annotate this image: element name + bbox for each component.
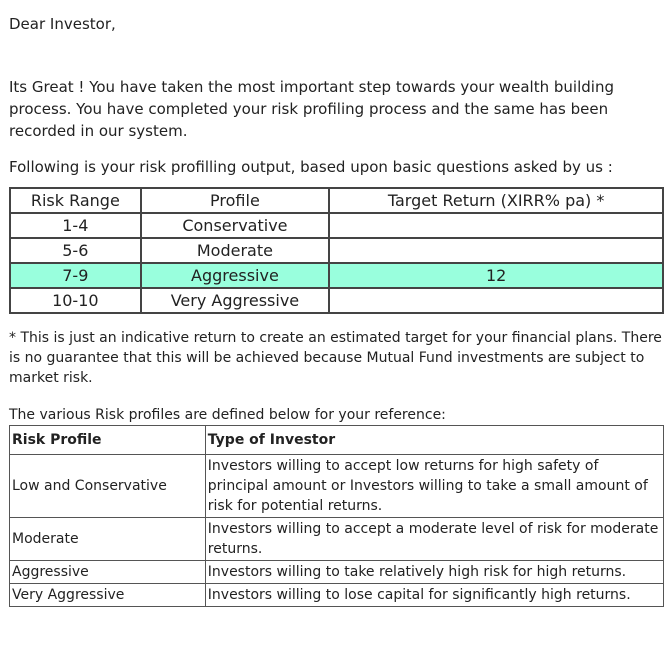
profile-cell: Conservative xyxy=(141,213,330,238)
definitions-row xyxy=(10,584,664,607)
target-cell: 12 xyxy=(329,263,663,288)
header-target-return: Target Return (XIRR% pa) * xyxy=(329,188,663,213)
header-type-of-investor: Type of Investor xyxy=(205,426,663,455)
disclaimer-note: * This is just an indicative return to create an estimated target for your financial plans. There is no guarantee that this will be achieved because Mutual Fund investments are subject to market risk. xyxy=(9,330,662,386)
risk-table-row xyxy=(10,288,663,313)
risk-range-cell: 5-6 xyxy=(10,238,141,263)
target-cell xyxy=(329,213,663,238)
target-cell xyxy=(329,288,663,313)
risk-table-header-row xyxy=(10,188,663,213)
risk-range-cell: 10-10 xyxy=(10,288,141,313)
risk-range-cell: 1-4 xyxy=(10,213,141,238)
letter-body xyxy=(9,14,665,607)
definition-profile-cell: Aggressive xyxy=(10,561,206,584)
definitions-row xyxy=(10,561,664,584)
definition-profile-cell: Moderate xyxy=(10,518,206,561)
profile-cell: Moderate xyxy=(141,238,330,263)
risk-profile-table xyxy=(9,187,664,314)
definition-type-cell: Investors willing to take relatively high risk for high returns. xyxy=(205,561,663,584)
target-cell xyxy=(329,238,663,263)
risk-table-row-highlighted xyxy=(10,263,663,288)
definition-type-cell: Investors willing to lose capital for significantly high returns. xyxy=(205,584,663,607)
following-paragraph: Following is your risk profilling output, based upon basic questions asked by us : xyxy=(9,158,613,176)
profile-cell: Very Aggressive xyxy=(141,288,330,313)
definitions-row xyxy=(10,518,664,561)
intro-paragraph: Its Great ! You have taken the most important step towards your wealth building process. You have completed your risk profiling process and the same has been recorded in our system. xyxy=(9,78,614,140)
definitions-row xyxy=(10,455,664,518)
risk-table-row xyxy=(10,238,663,263)
header-profile: Profile xyxy=(141,188,330,213)
definition-type-cell: Investors willing to accept low returns for high safety of principal amount or Investors willing to take a small amount of risk for potential returns. xyxy=(205,455,663,518)
risk-definitions-table xyxy=(9,425,664,607)
greeting: Dear Investor, xyxy=(9,15,116,33)
definition-profile-cell: Very Aggressive xyxy=(10,584,206,607)
risk-range-cell: 7-9 xyxy=(10,263,141,288)
definition-profile-cell: Low and Conservative xyxy=(10,455,206,518)
definitions-header-row xyxy=(10,426,664,455)
risk-table-row xyxy=(10,213,663,238)
definition-type-cell: Investors willing to accept a moderate level of risk for moderate returns. xyxy=(205,518,663,561)
header-risk-range: Risk Range xyxy=(10,188,141,213)
header-risk-profile: Risk Profile xyxy=(10,426,206,455)
definitions-intro: The various Risk profiles are defined below for your reference: xyxy=(9,407,446,423)
profile-cell: Aggressive xyxy=(141,263,330,288)
